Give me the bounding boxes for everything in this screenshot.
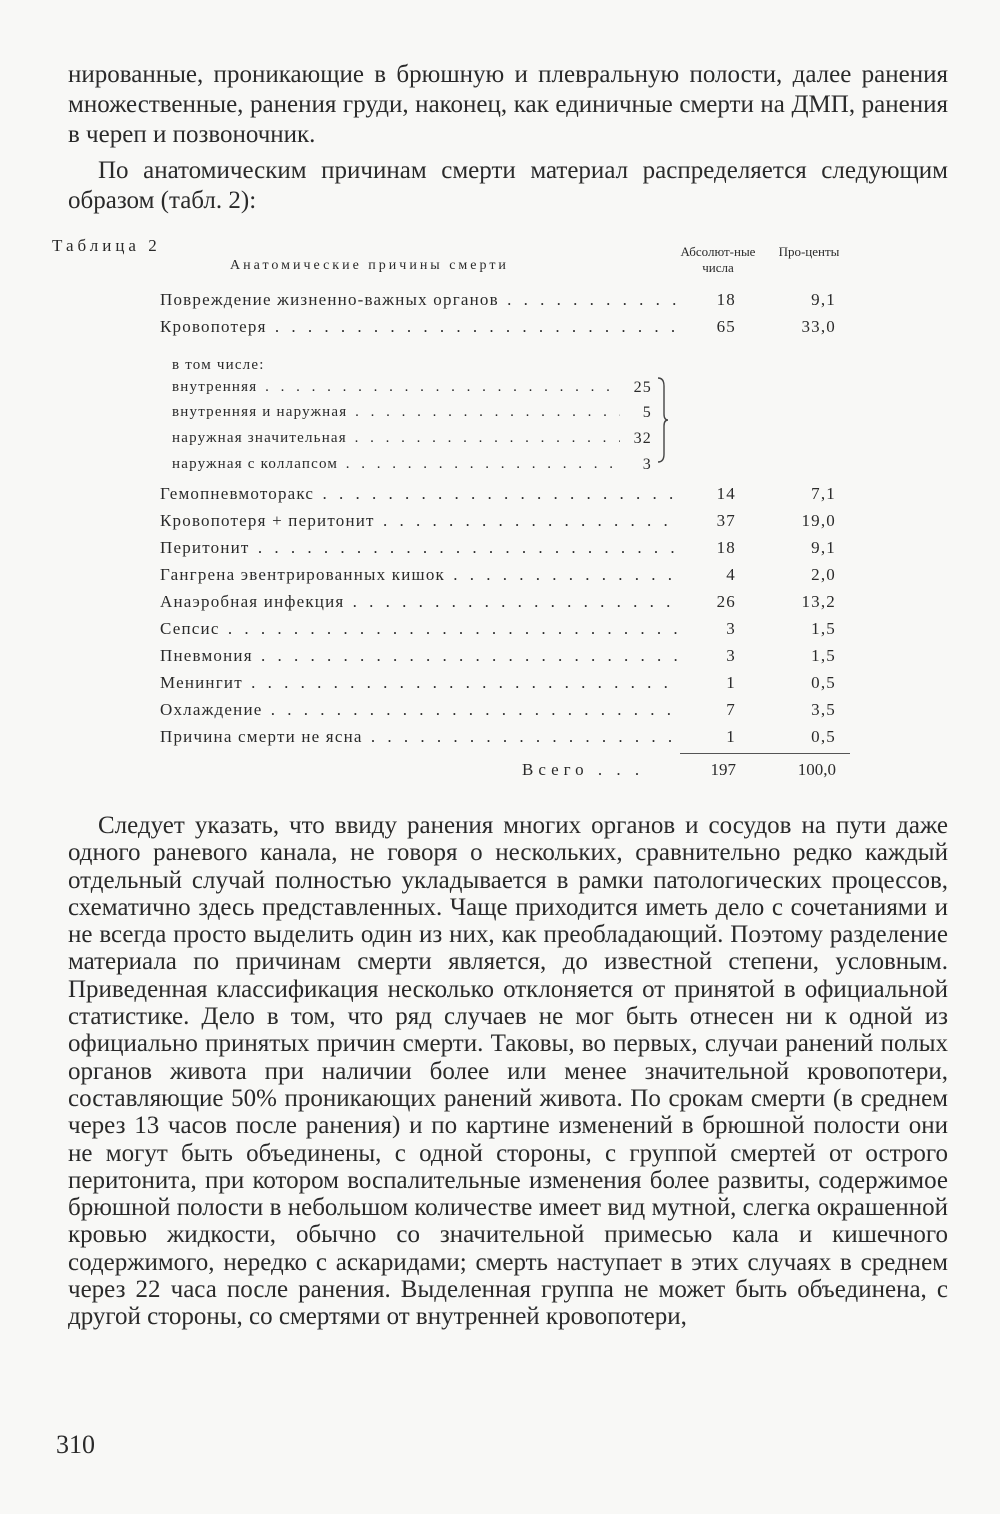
row-absolute: 3	[726, 619, 736, 638]
table-row	[0, 727, 1000, 753]
subrow-label: внутренняя . . .	[172, 379, 620, 396]
row-label: Сепсис . . .	[160, 619, 680, 639]
row-percent: 1,5	[811, 646, 836, 665]
total-absolute: 197	[710, 760, 736, 779]
row-percent: 2,0	[811, 565, 836, 584]
table-row	[0, 700, 1000, 726]
row-percent: 13,2	[801, 592, 836, 611]
table-header-percent: Про-центы	[778, 244, 840, 259]
total-percent: 100,0	[797, 760, 836, 779]
row-absolute: 37	[716, 511, 736, 530]
subrow-value: 3	[642, 456, 652, 473]
table-row	[0, 619, 1000, 645]
page-number: 310	[56, 1430, 95, 1459]
subrow-value: 5	[642, 404, 652, 421]
row-percent: 19,0	[801, 511, 836, 530]
row-percent: 9,1	[811, 290, 836, 309]
subrow-label: наружная с коллапсом . . .	[172, 456, 620, 473]
row-label: Причина смерти не ясна . . .	[160, 727, 680, 747]
table-subrow	[0, 456, 1000, 482]
table-row	[0, 592, 1000, 618]
table-header-absolute: Абсолют-ные числа	[680, 244, 756, 275]
row-absolute: 4	[726, 565, 736, 584]
row-label: Кровопотеря . . .	[160, 317, 680, 337]
lead-paragraph: По анатомическим причинам смерти материал распределяется следующим образом (табл. 2):	[68, 157, 948, 214]
table-row	[0, 290, 1000, 316]
row-absolute: 1	[726, 673, 736, 692]
row-absolute: 7	[726, 700, 736, 719]
intro-paragraph: нированные, проникающие в брюшную и плевральную полости, далее ранения множественные, ранения груди, наконец, как единичные смерти на ДМП, ранения в череп и позвоночник.	[68, 61, 948, 148]
row-percent: 0,5	[811, 727, 836, 746]
table-header-cause: Анатомические причины смерти	[230, 258, 509, 273]
table-subrow	[0, 430, 1000, 456]
row-absolute: 3	[726, 646, 736, 665]
row-label: Охлаждение . . .	[160, 700, 680, 720]
table-row	[0, 538, 1000, 564]
subrow-bracket	[656, 376, 670, 464]
row-absolute: 14	[716, 484, 736, 503]
row-label: Пневмония . . .	[160, 646, 680, 666]
table-total-row	[0, 760, 1000, 786]
row-label: Гемопневмоторакс . . .	[160, 484, 680, 504]
table-row	[0, 317, 1000, 343]
row-absolute: 65	[716, 317, 736, 336]
sub-intro-label: в том числе:	[172, 357, 265, 373]
subrow-value: 32	[633, 430, 652, 447]
row-percent: 33,0	[801, 317, 836, 336]
subrow-label: внутренняя и наружная . . .	[172, 404, 620, 421]
table-row	[0, 484, 1000, 510]
row-absolute: 1	[726, 727, 736, 746]
table-total-rule	[680, 753, 850, 754]
row-percent: 7,1	[811, 484, 836, 503]
table-subrow	[0, 404, 1000, 430]
row-label: Анаэробная инфекция . . .	[160, 592, 680, 612]
row-absolute: 18	[716, 290, 736, 309]
total-label: Всего . . .	[522, 760, 645, 779]
table-caption: Таблица 2	[52, 236, 161, 255]
row-label: Менингит . . .	[160, 673, 680, 693]
table-subrow	[0, 379, 1000, 405]
row-label: Кровопотеря + перитонит . . .	[160, 511, 680, 531]
row-label: Гангрена эвентрированных кишок . . .	[160, 565, 680, 585]
row-absolute: 18	[716, 538, 736, 557]
table-row	[0, 511, 1000, 537]
table-row	[0, 646, 1000, 672]
table-row	[0, 565, 1000, 591]
body-paragraph: Следует указать, что ввиду ранения многих органов и сосудов на пути даже одного раневого канала, не говоря о нескольких, сравнительно редко каждый отдельный случай полностью укладывается в рамки патологических процессов, схематично здесь представленных. Чаще приходится иметь дело с сочетаниями и не всегда просто выделить один из них, как преобладающий. Поэтому разделение материала по причинам смерти является, до известной степени, условным. Приведенная классификация несколько отклоняется от принятой в официальной статистике. Дело в том, что ряд случаев не мог быть отнесен ни к одной из официально принятых причин смерти. Таковы, во первых, случаи ранений полых органов живота при наличии более или менее значительной кровопотери, составляющие 50% проникающих ранений живота. По срокам смерти (в среднем через 13 часов после ранения) и по картине изменений в брюшной полости они не могут быть объединены, с одной стороны, с группой смертей от острого перитонита, при котором воспалительные изменения более развиты, содержимое брюшной полости в небольшом количестве имеет вид мутной, слегка окрашенной кровью жидкости, обычно со значительной примесью кала и кишечного содержимого, нередко с аскаридами; смерть наступает в этих случаях в среднем через 22 часа после ранения. Выделенная группа не может быть объединена, с другой стороны, со смертями от внутренней кровопотери,	[68, 812, 948, 1331]
row-percent: 1,5	[811, 619, 836, 638]
row-absolute: 26	[716, 592, 736, 611]
row-percent: 9,1	[811, 538, 836, 557]
row-label: Перитонит . . .	[160, 538, 680, 558]
subrow-value: 25	[633, 379, 652, 396]
table-row	[0, 673, 1000, 699]
row-percent: 3,5	[811, 700, 836, 719]
row-label: Повреждение жизненно-важных органов . . .	[160, 290, 680, 310]
subrow-label: наружная значительная . . .	[172, 430, 620, 447]
row-percent: 0,5	[811, 673, 836, 692]
